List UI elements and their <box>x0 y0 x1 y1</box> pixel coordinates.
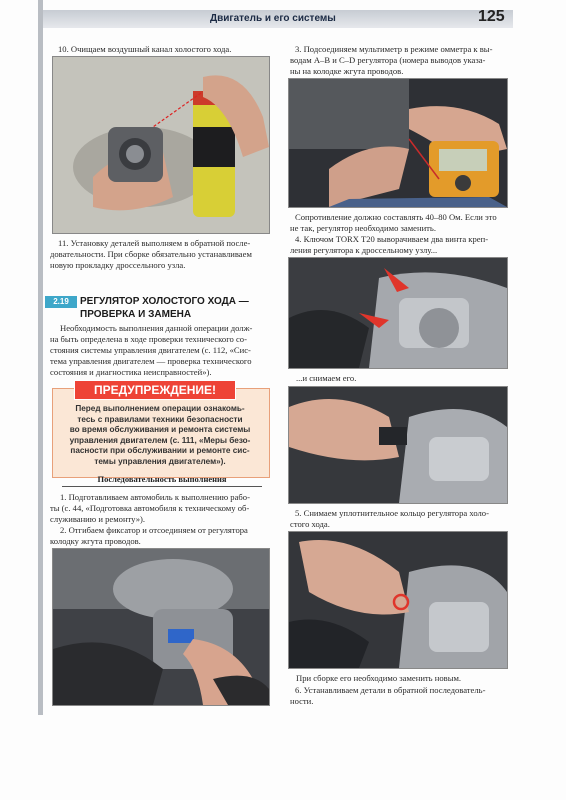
photo-unscrew-screws-image <box>289 258 507 368</box>
step-6-line-2: ности. <box>290 696 314 706</box>
step-11-line-2: довательности. При сборке обязательно устанавливаем <box>50 249 252 259</box>
section-title-line-2: ПРОВЕРКА И ЗАМЕНА <box>80 309 192 320</box>
photo-remove-regulator-image <box>289 387 507 503</box>
photo-unscrew-screws <box>288 257 508 369</box>
step-3-line-3: ны на колодке жгута проводов. <box>290 66 404 76</box>
section-title <box>80 295 280 321</box>
and-remove-text: ...и снимаем его. <box>296 373 357 383</box>
page-spine <box>38 0 43 715</box>
sequence-title: Последовательность выполнения <box>97 474 227 484</box>
photo-disconnect-connector-image <box>53 549 269 705</box>
step-1-line-2: ты (с. 44, «Подготовка автомобиля к техническому об- <box>50 503 250 513</box>
warning-line-1: Перед выполнением операции ознакомь- <box>75 404 245 413</box>
step-3-line-1: 3. Подсоединяем мультиметр в режиме омметра к вы- <box>295 44 493 54</box>
step-2-line-1: 2. Отгибаем фиксатор и отсоединяем от регулятора <box>60 525 248 535</box>
warning-line-5: пасности при обслуживании и ремонте сис- <box>70 446 250 456</box>
warning-text <box>58 404 262 468</box>
photo-multimeter-image <box>289 79 507 207</box>
section-number-badge: 2.19 <box>45 296 77 308</box>
step-1-line-1: 1. Подготавливаем автомобиль к выполнению рабо- <box>60 492 250 502</box>
warning-line-6: темы управления двигателем»). <box>94 456 226 466</box>
photo-multimeter <box>288 78 508 208</box>
warning-line-4: управления двигателем (с. 111, «Меры безо- <box>69 435 251 445</box>
photo-remove-ring-image <box>289 532 507 668</box>
intro-line-2: на быть определена в ходе проверки технического со- <box>50 334 247 344</box>
step-5-line-1: 5. Снимаем уплотнительное кольцо регулятора холо- <box>295 508 489 518</box>
new-ring-text: При сборке его необходимо заменить новым. <box>296 673 462 683</box>
photo-remove-ring <box>288 531 508 669</box>
step-2-line-2: колодку жгута проводов. <box>50 536 141 546</box>
section-title-line-1: РЕГУЛЯТОР ХОЛОСТОГО ХОДА — <box>80 296 249 307</box>
step-10-text: 10. Очищаем воздушный канал холостого хода. <box>58 44 232 54</box>
step-6-line-1: 6. Устанавливаем детали в обратной последователь- <box>295 685 486 695</box>
intro-line-3: стояния системы управления двигателем (с. 112, «Сис- <box>50 345 251 355</box>
step-1-line-3: служиванию и ремонту»). <box>50 514 146 524</box>
step-11-line-1: 11. Установку деталей выполняем в обратной после- <box>58 238 251 248</box>
warning-line-2: тесь с правилами техники безопасности <box>77 414 243 424</box>
intro-line-5: состояния и диагностика неисправностей»). <box>50 367 212 377</box>
step-5-line-2: стого хода. <box>290 519 330 529</box>
photo-cleaning-throttle-image <box>53 57 269 233</box>
step-11-line-3: новую прокладку дроссельного узла. <box>50 260 186 270</box>
intro-line-1: Необходимость выполнения данной операции долж- <box>60 323 253 333</box>
resistance-line-2: не так, регулятор необходимо заменить. <box>290 223 437 233</box>
step-4-line-1: 4. Ключом TORX T20 выворачиваем два винта креп- <box>295 234 489 244</box>
photo-remove-regulator <box>288 386 508 504</box>
photo-disconnect-connector <box>52 548 270 706</box>
resistance-line-1: Сопротивление должно составлять 40–80 Ом. Если это <box>295 212 497 222</box>
warning-title: ПРЕДУПРЕЖДЕНИЕ! <box>74 380 236 400</box>
intro-line-4: тема управления двигателем — проверка технического <box>50 356 252 366</box>
header-title: Двигатель и его системы <box>210 13 336 24</box>
warning-line-3: во время обслуживания и ремонта системы <box>69 425 251 435</box>
photo-cleaning-throttle <box>52 56 270 234</box>
sequence-rule <box>62 486 262 487</box>
step-3-line-2: водам A–B и C–D регулятора (номера выводов указа- <box>290 55 486 65</box>
page-number: 125 <box>478 8 505 25</box>
step-4-line-2: ления регулятора к дроссельному узлу... <box>290 245 438 255</box>
